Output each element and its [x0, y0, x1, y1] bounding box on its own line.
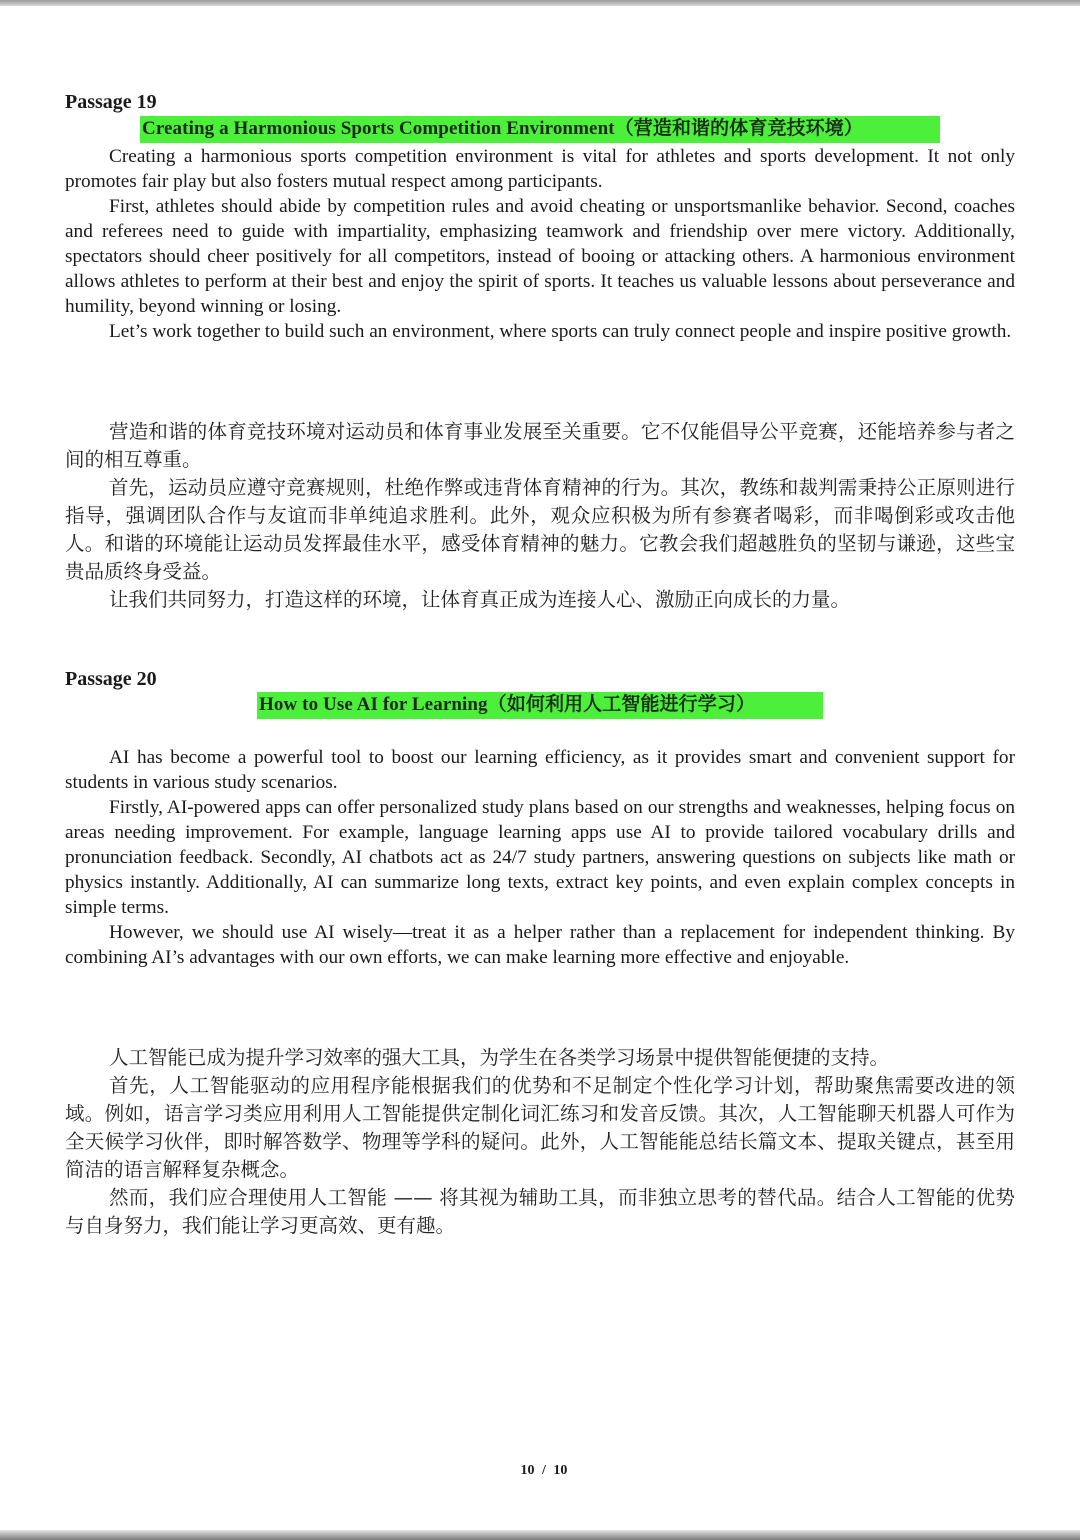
passage-20-zh-paragraph-3: 然而，我们应合理使用人工智能 —— 将其视为辅助工具，而非独立思考的替代品。结合人工智能的优势与自身努力，我们能让学习更高效、更有趣。: [65, 1186, 1015, 1237]
passage-19-en-paragraph-3: Let’s work together to build such an environment, where sports can truly connect people and inspire positive growth.: [109, 321, 1012, 342]
passage-19-label: Passage 19: [65, 91, 157, 113]
page-number: 10 / 10: [520, 1463, 568, 1478]
passage-19-zh-paragraph-3: 让我们共同努力，打造这样的环境，让体育真正成为连接人心、激励正向成长的力量。: [109, 588, 851, 611]
passage-19-zh-paragraph-1: 营造和谐的体育竞技环境对运动员和体育事业发展至关重要。它不仅能倡导公平竞赛，还能培养参与者之间的相互尊重。: [65, 420, 1015, 471]
passage-19-en-paragraph-2: First, athletes should abide by competition rules and avoid cheating or unsportsmanlike behavior. Second, coaches and referees need to guide with impartiality, emphasizing teamwork and friendship over mere victory. Additionally, spectators should cheer positively for all competitors, instead of booing or attacking others. A harmonious environment allows athletes to perform at their best and enjoy the spirit of sports. It teaches us valuable lessons about perseverance and humility, beyond winning or losing.: [65, 196, 1015, 317]
passage-20-en-paragraph-3: However, we should use AI wisely—treat it as a helper rather than a replacement for independent thinking. By combining AI’s advantages with our own efforts, we can make learning more effective and enjoyable.: [65, 922, 1015, 968]
passage-19-zh-paragraph-2: 首先，运动员应遵守竞赛规则，杜绝作弊或违背体育精神的行为。其次，教练和裁判需秉持公正原则进行指导，强调团队合作与友谊而非单纯追求胜利。此外，观众应积极为所有参赛者喝彩，而非喝倒彩或攻击他人。和谐的环境能让运动员发挥最佳水平，感受体育精神的魅力。它教会我们超越胜负的坚韧与谦逊，这些宝贵品质终身受益。: [65, 476, 1015, 583]
passage-19-chinese: [65, 418, 1015, 614]
passage-20-label: Passage 20: [65, 668, 157, 690]
passage-20-english: [65, 745, 1015, 970]
passage-19-title: Creating a Harmonious Sports Competition Environment（营造和谐的体育竞技环境）: [140, 116, 940, 143]
passage-20-title: How to Use AI for Learning（如何利用人工智能进行学习）: [257, 692, 823, 719]
bottom-edge: [0, 1530, 1080, 1540]
passage-20-en-paragraph-1: AI has become a powerful tool to boost our learning efficiency, as it provides smart and convenient support for students in various study scenarios.: [65, 747, 1015, 793]
passage-20-chinese: [65, 1044, 1015, 1240]
passage-20-en-paragraph-2: Firstly, AI-powered apps can offer personalized study plans based on our strengths and weaknesses, helping focus on areas needing improvement. For example, language learning apps use AI to provide tailored vocabulary drills and pronunciation feedback. Secondly, AI chatbots act as 24/7 study partners, answering questions on subjects like math or physics instantly. Additionally, AI can summarize long texts, extract key points, and even explain complex concepts in simple terms.: [65, 797, 1015, 918]
passage-19-title-wrap: [65, 116, 1015, 143]
top-edge: [0, 0, 1080, 6]
passage-19-en-paragraph-1: Creating a harmonious sports competition environment is vital for athletes and sports development. It not only promotes fair play but also fosters mutual respect among participants.: [65, 146, 1015, 192]
passage-20-title-wrap: [65, 692, 1015, 719]
passage-20-zh-paragraph-2: 首先，人工智能驱动的应用程序能根据我们的优势和不足制定个性化学习计划，帮助聚焦需要改进的领域。例如，语言学习类应用利用人工智能提供定制化词汇练习和发音反馈。其次，人工智能聊天机器人可作为全天候学习伙伴，即时解答数学、物理等学科的疑问。此外，人工智能能总结长篇文本、提取关键点，甚至用简洁的语言解释复杂概念。: [65, 1074, 1015, 1181]
passage-20-zh-paragraph-1: 人工智能已成为提升学习效率的强大工具，为学生在各类学习场景中提供智能便捷的支持。: [109, 1046, 890, 1069]
passage-19-english: [65, 144, 1015, 344]
